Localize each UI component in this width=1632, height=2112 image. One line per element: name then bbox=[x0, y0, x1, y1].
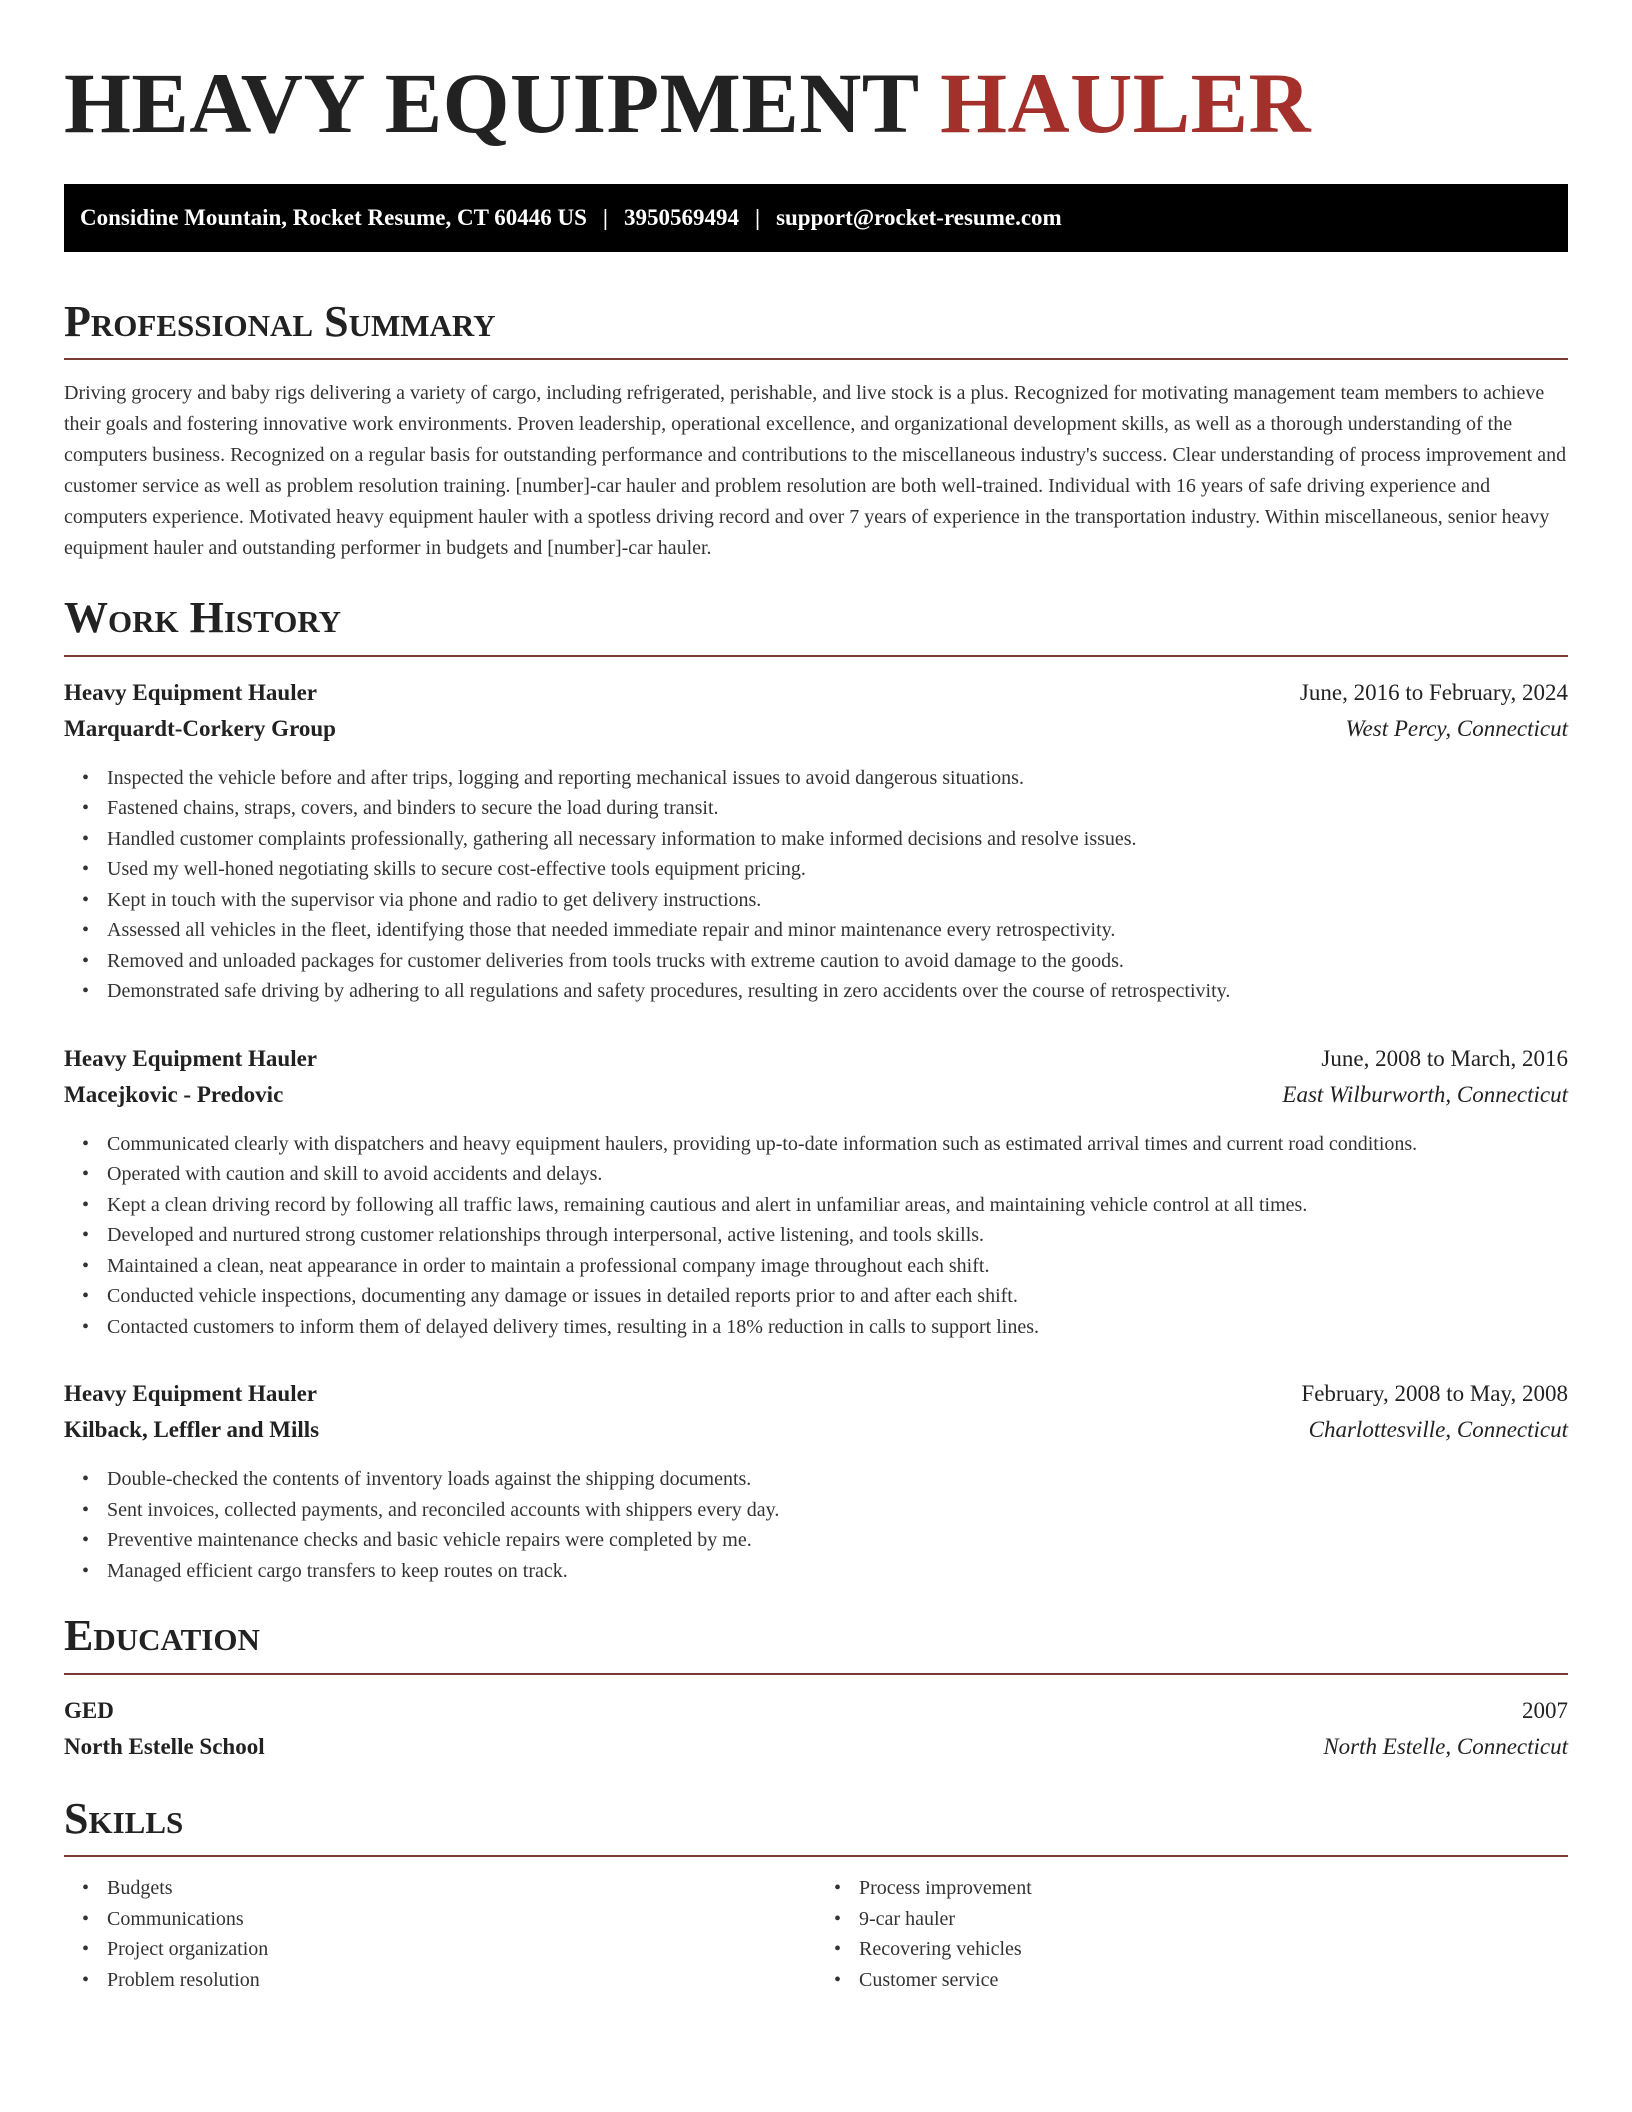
contact-email: support@rocket-resume.com bbox=[776, 205, 1062, 230]
contact-bar bbox=[64, 184, 1568, 252]
skills-list bbox=[816, 1873, 1568, 1995]
skills-heading: Skills bbox=[64, 1795, 1568, 1857]
job-bullets bbox=[64, 1129, 1568, 1343]
job-location: East Wilburworth, Connecticut bbox=[1282, 1081, 1568, 1107]
job-header-row bbox=[64, 1376, 1568, 1412]
education-year: 2007 bbox=[1522, 1697, 1568, 1723]
list-item: • Contacted customers to inform them of delayed delivery times, resulting in a 18% reduction in calls to support lines. bbox=[107, 1312, 1568, 1343]
list-item: • Operated with caution and skill to avoid accidents and delays. bbox=[107, 1159, 1568, 1190]
education-school-row bbox=[64, 1729, 1568, 1765]
skill-item: • Process improvement bbox=[859, 1873, 1568, 1904]
resume-title bbox=[64, 0, 1568, 151]
skill-item: • Budgets bbox=[107, 1873, 816, 1904]
list-item: • Preventive maintenance checks and basic vehicle repairs were completed by me. bbox=[107, 1525, 1568, 1556]
title-main: HEAVY EQUIPMENT bbox=[64, 55, 919, 151]
skills-grid bbox=[64, 1873, 1568, 1995]
job-title: Heavy Equipment Hauler bbox=[64, 1045, 318, 1071]
list-item: • Removed and unloaded packages for customer deliveries from tools trucks with extreme caution to avoid damage to the goods. bbox=[107, 946, 1568, 977]
list-item: • Sent invoices, collected payments, and reconciled accounts with shippers every day. bbox=[107, 1495, 1568, 1526]
job-location: West Percy, Connecticut bbox=[1345, 715, 1568, 741]
job-company: Macejkovic - Predovic bbox=[64, 1081, 284, 1107]
job-company-row bbox=[64, 711, 1568, 747]
list-item: • Developed and nurtured strong customer relationships through interpersonal, active listening, and tools skills. bbox=[107, 1220, 1568, 1251]
education-degree: GED bbox=[64, 1697, 114, 1723]
list-item: • Used my well-honed negotiating skills to secure cost-effective tools equipment pricing. bbox=[107, 854, 1568, 885]
job-dates: June, 2008 to March, 2016 bbox=[1321, 1045, 1568, 1071]
contact-address: Considine Mountain, Rocket Resume, CT 60446 US bbox=[80, 205, 587, 230]
education-school: North Estelle School bbox=[64, 1733, 265, 1759]
job-dates: February, 2008 to May, 2008 bbox=[1301, 1381, 1568, 1407]
job-header-row bbox=[64, 675, 1568, 711]
list-item: • Assessed all vehicles in the fleet, identifying those that needed immediate repair and minor maintenance every retrospectivity. bbox=[107, 915, 1568, 946]
job-entry bbox=[64, 1041, 1568, 1343]
job-company-row bbox=[64, 1077, 1568, 1113]
education-entry bbox=[64, 1693, 1568, 1765]
contact-separator: | bbox=[602, 205, 608, 230]
list-item: • Communicated clearly with dispatchers and heavy equipment haulers, providing up-to-date information such as estimated arrival times and current road conditions. bbox=[107, 1129, 1568, 1160]
skill-item: • Customer service bbox=[859, 1965, 1568, 1996]
skill-item: • Project organization bbox=[107, 1934, 816, 1965]
job-header-row bbox=[64, 1041, 1568, 1077]
list-item: • Double-checked the contents of inventory loads against the shipping documents. bbox=[107, 1464, 1568, 1495]
list-item: • Fastened chains, straps, covers, and binders to secure the load during transit. bbox=[107, 793, 1568, 824]
contact-phone: 3950569494 bbox=[623, 205, 739, 230]
contact-separator: | bbox=[754, 205, 761, 230]
skills-list bbox=[64, 1873, 816, 1995]
summary-text: Driving grocery and baby rigs delivering a variety of cargo, including refrigerated, perishable, and live stock is a plus. Recognized for motivating management team members to achieve their goals and fostering innovative work environments. Proven leadership, operational excellence, and organizational development skills, as well as a thorough understanding of the computers business. Recognized on a regular basis for outstanding performance and contributions to the miscellaneous industry's success. Clear understanding of process improvement and customer service as well as problem resolution training. [number]-car hauler and problem resolution are both well-trained. Individual with 16 years of safe driving experience and computers experience. Motivated heavy equipment hauler with a spotless driving record and over 7 years of experience in the transportation industry. Within miscellaneous, senior heavy equipment hauler and outstanding performer in budgets and [number]-car hauler. bbox=[64, 382, 1567, 560]
list-item: • Kept in touch with the supervisor via phone and radio to get delivery instructions. bbox=[107, 885, 1568, 916]
list-item: • Kept a clean driving record by following all traffic laws, remaining cautious and alert in unfamiliar areas, and maintaining vehicle control at all times. bbox=[107, 1190, 1568, 1221]
list-item: • Conducted vehicle inspections, documenting any damage or issues in detailed reports prior to and after each shift. bbox=[107, 1281, 1568, 1312]
list-item: • Maintained a clean, neat appearance in order to maintain a professional company image throughout each shift. bbox=[107, 1251, 1568, 1282]
job-bullets bbox=[64, 763, 1568, 1007]
education-heading: Education bbox=[64, 1612, 1568, 1674]
title-accent: HAULER bbox=[940, 55, 1312, 151]
list-item: • Handled customer complaints professionally, gathering all necessary information to make informed decisions and resolve issues. bbox=[107, 824, 1568, 855]
list-item: • Demonstrated safe driving by adhering to all regulations and safety procedures, resulting in zero accidents over the course of retrospectivity. bbox=[107, 976, 1568, 1007]
job-title: Heavy Equipment Hauler bbox=[64, 679, 318, 705]
job-bullets bbox=[64, 1464, 1568, 1586]
job-dates: June, 2016 to February, 2024 bbox=[1299, 679, 1568, 705]
skills-column-left bbox=[64, 1873, 816, 1995]
skills-column-right bbox=[816, 1873, 1568, 1995]
skill-item: • 9-car hauler bbox=[859, 1904, 1568, 1935]
job-entry bbox=[64, 1376, 1568, 1586]
education-degree-row bbox=[64, 1693, 1568, 1729]
summary-heading: Professional Summary bbox=[64, 298, 1568, 360]
job-title: Heavy Equipment Hauler bbox=[64, 1381, 318, 1407]
job-location: Charlottesville, Connecticut bbox=[1308, 1417, 1568, 1443]
list-item: • Managed efficient cargo transfers to keep routes on track. bbox=[107, 1556, 1568, 1587]
education-location: North Estelle, Connecticut bbox=[1323, 1733, 1568, 1759]
job-entry bbox=[64, 675, 1568, 1007]
skill-item: • Recovering vehicles bbox=[859, 1934, 1568, 1965]
job-company: Kilback, Leffler and Mills bbox=[64, 1417, 320, 1443]
work-history-heading: Work History bbox=[64, 594, 1568, 656]
skill-item: • Problem resolution bbox=[107, 1965, 816, 1996]
job-company: Marquardt-Corkery Group bbox=[64, 715, 336, 741]
list-item: • Inspected the vehicle before and after trips, logging and reporting mechanical issues to avoid dangerous situations. bbox=[107, 763, 1568, 794]
skill-item: • Communications bbox=[107, 1904, 816, 1935]
job-company-row bbox=[64, 1412, 1568, 1448]
